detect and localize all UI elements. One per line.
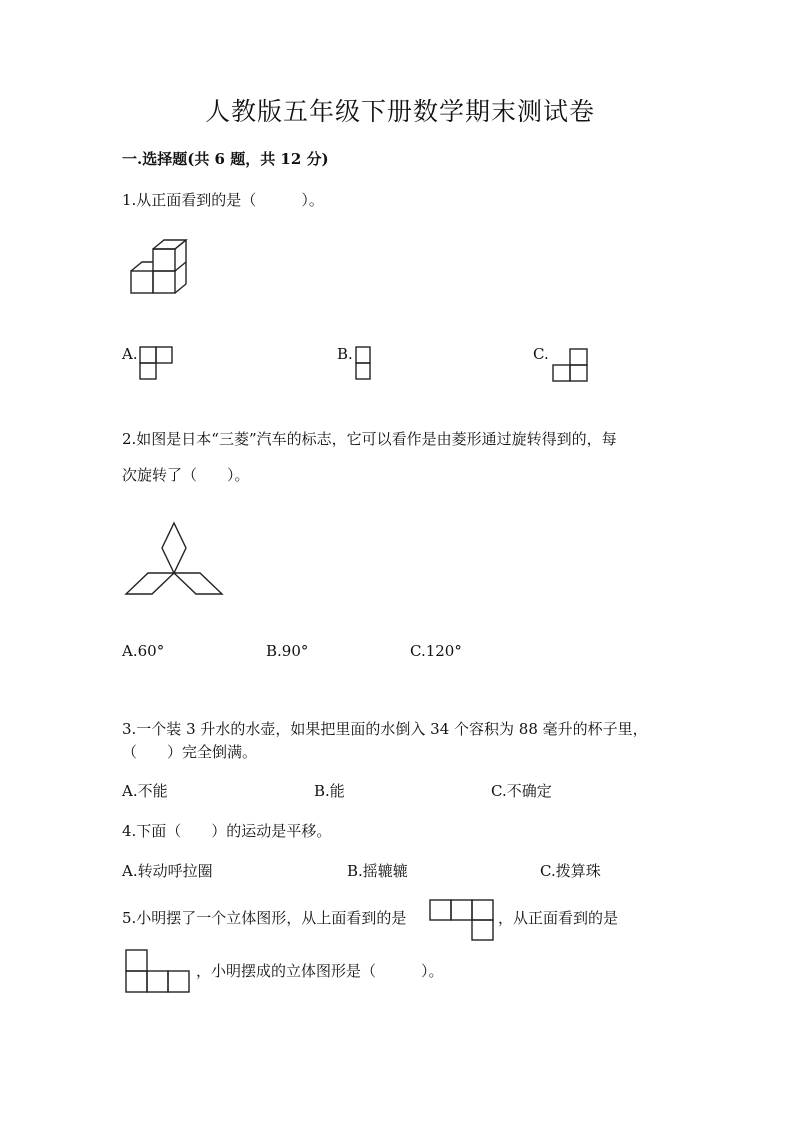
question-1-text: 1.从正面看到的是（ ）。 — [122, 191, 324, 209]
question-4-option-c[interactable]: C.拨算珠 — [540, 862, 601, 880]
question-4-option-b[interactable]: B.摇辘辘 — [347, 862, 408, 880]
question-1-option-a[interactable]: A. — [122, 345, 138, 363]
question-5-text-part1: 5.小明摆了一个立体图形，从上面看到的是 — [122, 909, 407, 927]
question-2-text-line2: 次旋转了（ ）。 — [122, 466, 250, 484]
question-3-text-line1: 3.一个装 3 升水的水壶，如果把里面的水倒入 34 个容积为 88 毫升的杯子里， — [122, 720, 648, 738]
question-4-text: 4.下面（ ）的运动是平移。 — [122, 822, 332, 840]
question-1-option-b[interactable]: B. — [337, 345, 353, 363]
question-2-option-b[interactable]: B.90° — [266, 642, 309, 660]
question-2-option-a[interactable]: A.60° — [122, 642, 165, 660]
question-5-text-part2: ，从正面看到的是 — [498, 909, 619, 927]
page-title: 人教版五年级下册数学期末测试卷 — [204, 97, 595, 126]
question-5-text-part3: ，小明摆成的立体图形是（ ）。 — [196, 962, 444, 980]
question-1-option-c[interactable]: C. — [533, 345, 549, 363]
section-heading: 一.选择题(共 6 题，共 12 分) — [122, 150, 329, 168]
question-3-option-b[interactable]: B.能 — [314, 782, 345, 800]
question-2-option-c[interactable]: C.120° — [410, 642, 462, 660]
question-2-text-line1: 2.如图是日本“三菱”汽车的标志，它可以看作是由菱形通过旋转得到的，每 — [122, 430, 617, 448]
question-3-text-line2: （ ）完全倒满。 — [122, 743, 258, 761]
question-4-option-a[interactable]: A.转动呼拉圈 — [122, 862, 213, 880]
question-3-option-a[interactable]: A.不能 — [122, 782, 168, 800]
question-3-option-c[interactable]: C.不确定 — [491, 782, 552, 800]
